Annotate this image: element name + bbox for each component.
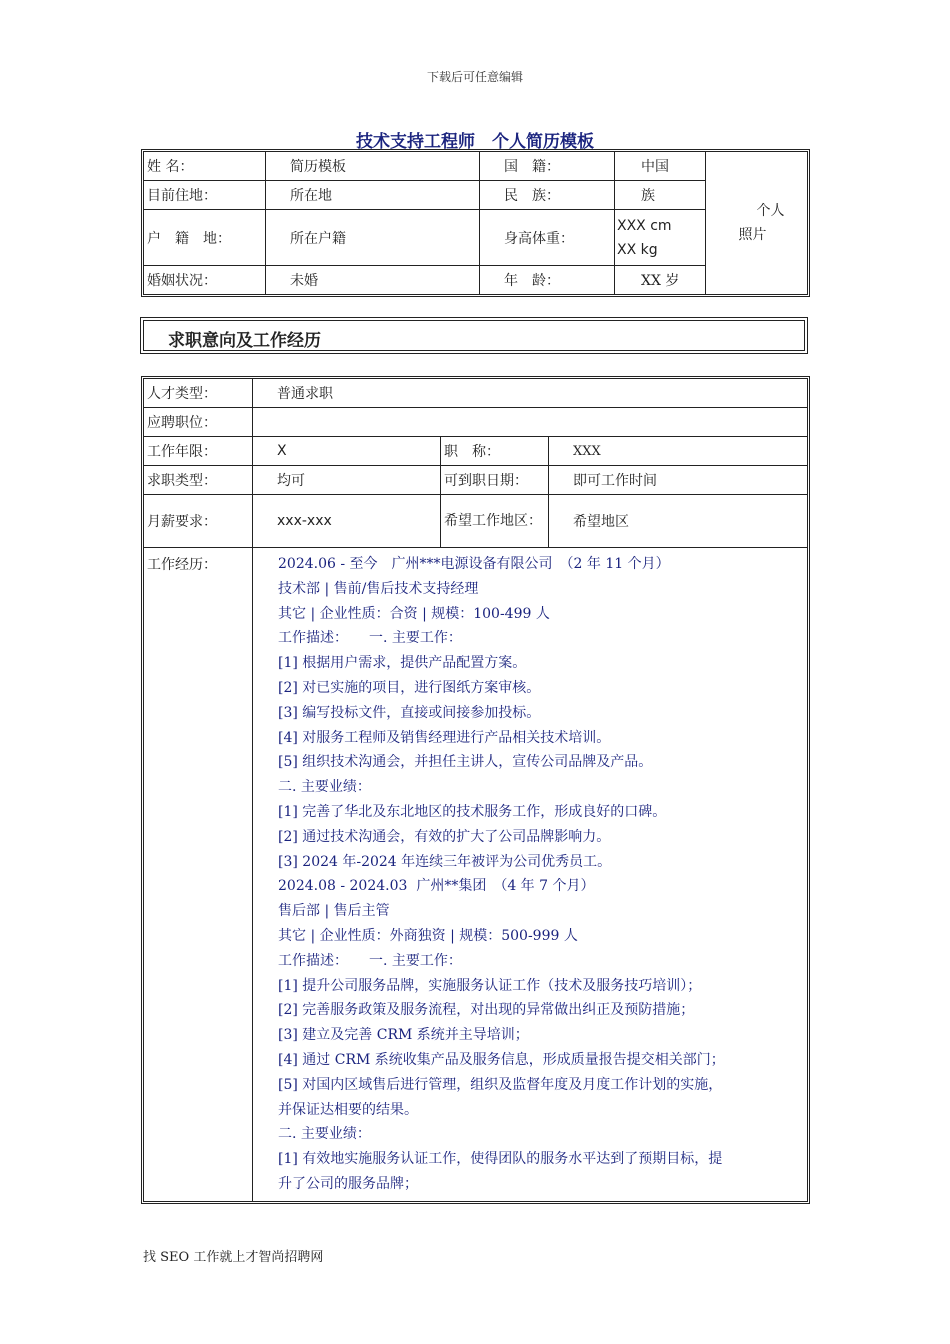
job-type-label: 求职类型：	[144, 466, 253, 495]
exp-line: [1] 提升公司服务品牌，实施服务认证工作（技术及服务技巧培训）；	[278, 977, 702, 994]
marital-label: 婚姻状况：	[144, 266, 266, 295]
exp-line: [3] 编写投标文件，直接或间接参加投标。	[278, 704, 541, 721]
exp-line: [1] 根据用户需求，提供产品配置方案。	[278, 655, 527, 672]
row-salary	[144, 495, 808, 548]
job-type-value: 均可	[253, 466, 441, 495]
row-position	[144, 408, 808, 437]
exp-line: 并保证达相要的结果。	[278, 1101, 418, 1118]
salary-value: xxx-xxx	[253, 495, 441, 548]
header-note: 下载后可任意编辑	[426, 70, 523, 84]
footer-note: 找 SEO 工作就上才智尚招聘网	[143, 1250, 324, 1265]
exp-line: [4] 通过 CRM 系统收集产品及服务信息，形成质量报告提交相关部门；	[278, 1051, 725, 1068]
marital-value: 未婚	[266, 266, 480, 295]
age-value: XX 岁	[615, 266, 706, 295]
exp-line: [2] 通过技术沟通会，有效的扩大了公司品牌影响力。	[278, 828, 611, 845]
ethnicity-value: 族	[615, 181, 706, 210]
area-value: 希望地区	[549, 495, 808, 548]
nationality-value: 中国	[615, 152, 706, 181]
years-value: X	[253, 437, 441, 466]
section-header	[143, 320, 805, 351]
experience-content	[253, 548, 808, 1202]
exp-line: 技术部 | 售前/售后技术支持经理	[278, 580, 479, 597]
row-name	[144, 152, 808, 181]
exp-line: 工作描述： 一. 主要工作：	[278, 952, 462, 969]
exp-line: 二. 主要业绩：	[278, 779, 371, 796]
row-experience	[144, 548, 808, 1202]
available-value: 即可工作时间	[549, 466, 808, 495]
photo-box	[706, 152, 808, 295]
title-label: 职 称：	[441, 437, 549, 466]
exp-line: [3] 建立及完善 CRM 系统并主导培训；	[278, 1027, 529, 1044]
title-value: XXX	[549, 437, 808, 466]
exp-line: [4] 对服务工程师及销售经理进行产品相关技术培训。	[278, 729, 611, 746]
residence-value: 所在地	[266, 181, 480, 210]
name-label: 姓 名：	[144, 152, 266, 181]
exp-line: 二. 主要业绩：	[278, 1126, 371, 1143]
row-years	[144, 437, 808, 466]
hukou-label: 户 籍 地：	[144, 210, 266, 266]
age-label: 年 龄：	[480, 266, 615, 295]
experience-label: 工作经历：	[144, 548, 253, 1202]
hukou-value: 所在户籍	[266, 210, 480, 266]
exp-line: [1] 完善了华北及东北地区的技术服务工作，形成良好的口碑。	[278, 803, 667, 820]
residence-label: 目前住地：	[144, 181, 266, 210]
position-value	[253, 408, 808, 437]
height-value: XXX cm	[617, 217, 672, 234]
height-weight-value	[615, 210, 706, 266]
salary-label: 月薪要求：	[144, 495, 253, 548]
years-label: 工作年限：	[144, 437, 253, 466]
row-talent-type	[144, 379, 808, 408]
exp-line: [5] 组织技术沟通会，并担任主讲人，宣传公司品牌及产品。	[278, 754, 653, 771]
height-weight-label: 身高体重：	[480, 210, 615, 266]
exp-line: 工作描述： 一. 主要工作：	[278, 630, 462, 647]
job-table	[143, 378, 808, 1202]
exp-line: [2] 对已实施的项目，进行图纸方案审核。	[278, 679, 541, 696]
exp-line: 其它 | 企业性质：外商独资 | 规模：500-999 人	[278, 927, 578, 944]
available-label: 可到职日期：	[441, 466, 549, 495]
exp-line: 其它 | 企业性质：合资 | 规模：100-499 人	[278, 605, 550, 622]
talent-type-label: 人才类型：	[144, 379, 253, 408]
nationality-label: 国 籍：	[480, 152, 615, 181]
exp-line: [2] 完善服务政策及服务流程，对出现的异常做出纠正及预防措施；	[278, 1002, 695, 1019]
exp-line: [5] 对国内区域售后进行管理，组织及监督年度及月度工作计划的实施，	[278, 1076, 723, 1093]
exp-line: 升了公司的服务品牌；	[278, 1175, 418, 1192]
exp-line: [3] 2024 年-2024 年连续三年被评为公司优秀员工。	[278, 853, 612, 870]
resume-title: 技术支持工程师 个人简历模板	[356, 132, 594, 152]
exp-line: [1] 有效地实施服务认证工作，使得团队的服务水平达到了预期目标，提	[278, 1151, 723, 1168]
exp-line: 2024.08 - 2024.03 广州**集团 （4 年 7 个月）	[278, 878, 595, 895]
exp-line: 售后部 | 售后主管	[278, 903, 390, 920]
name-value: 简历模板	[266, 152, 480, 181]
photo-label-line2: 照片	[738, 227, 767, 243]
basic-info-table	[143, 151, 808, 295]
row-job-type	[144, 466, 808, 495]
position-label: 应聘职位：	[144, 408, 253, 437]
area-label: 希望工作地区：	[441, 495, 549, 548]
talent-type-value: 普通求职	[253, 379, 808, 408]
section-title: 求职意向及工作经历	[168, 331, 321, 351]
exp-line: 2024.06 - 至今 广州***电源设备有限公司 （2 年 11 个月）	[278, 556, 670, 572]
weight-value: XX kg	[617, 241, 658, 258]
ethnicity-label: 民 族：	[480, 181, 615, 210]
photo-label-line1: 个人	[756, 203, 785, 219]
